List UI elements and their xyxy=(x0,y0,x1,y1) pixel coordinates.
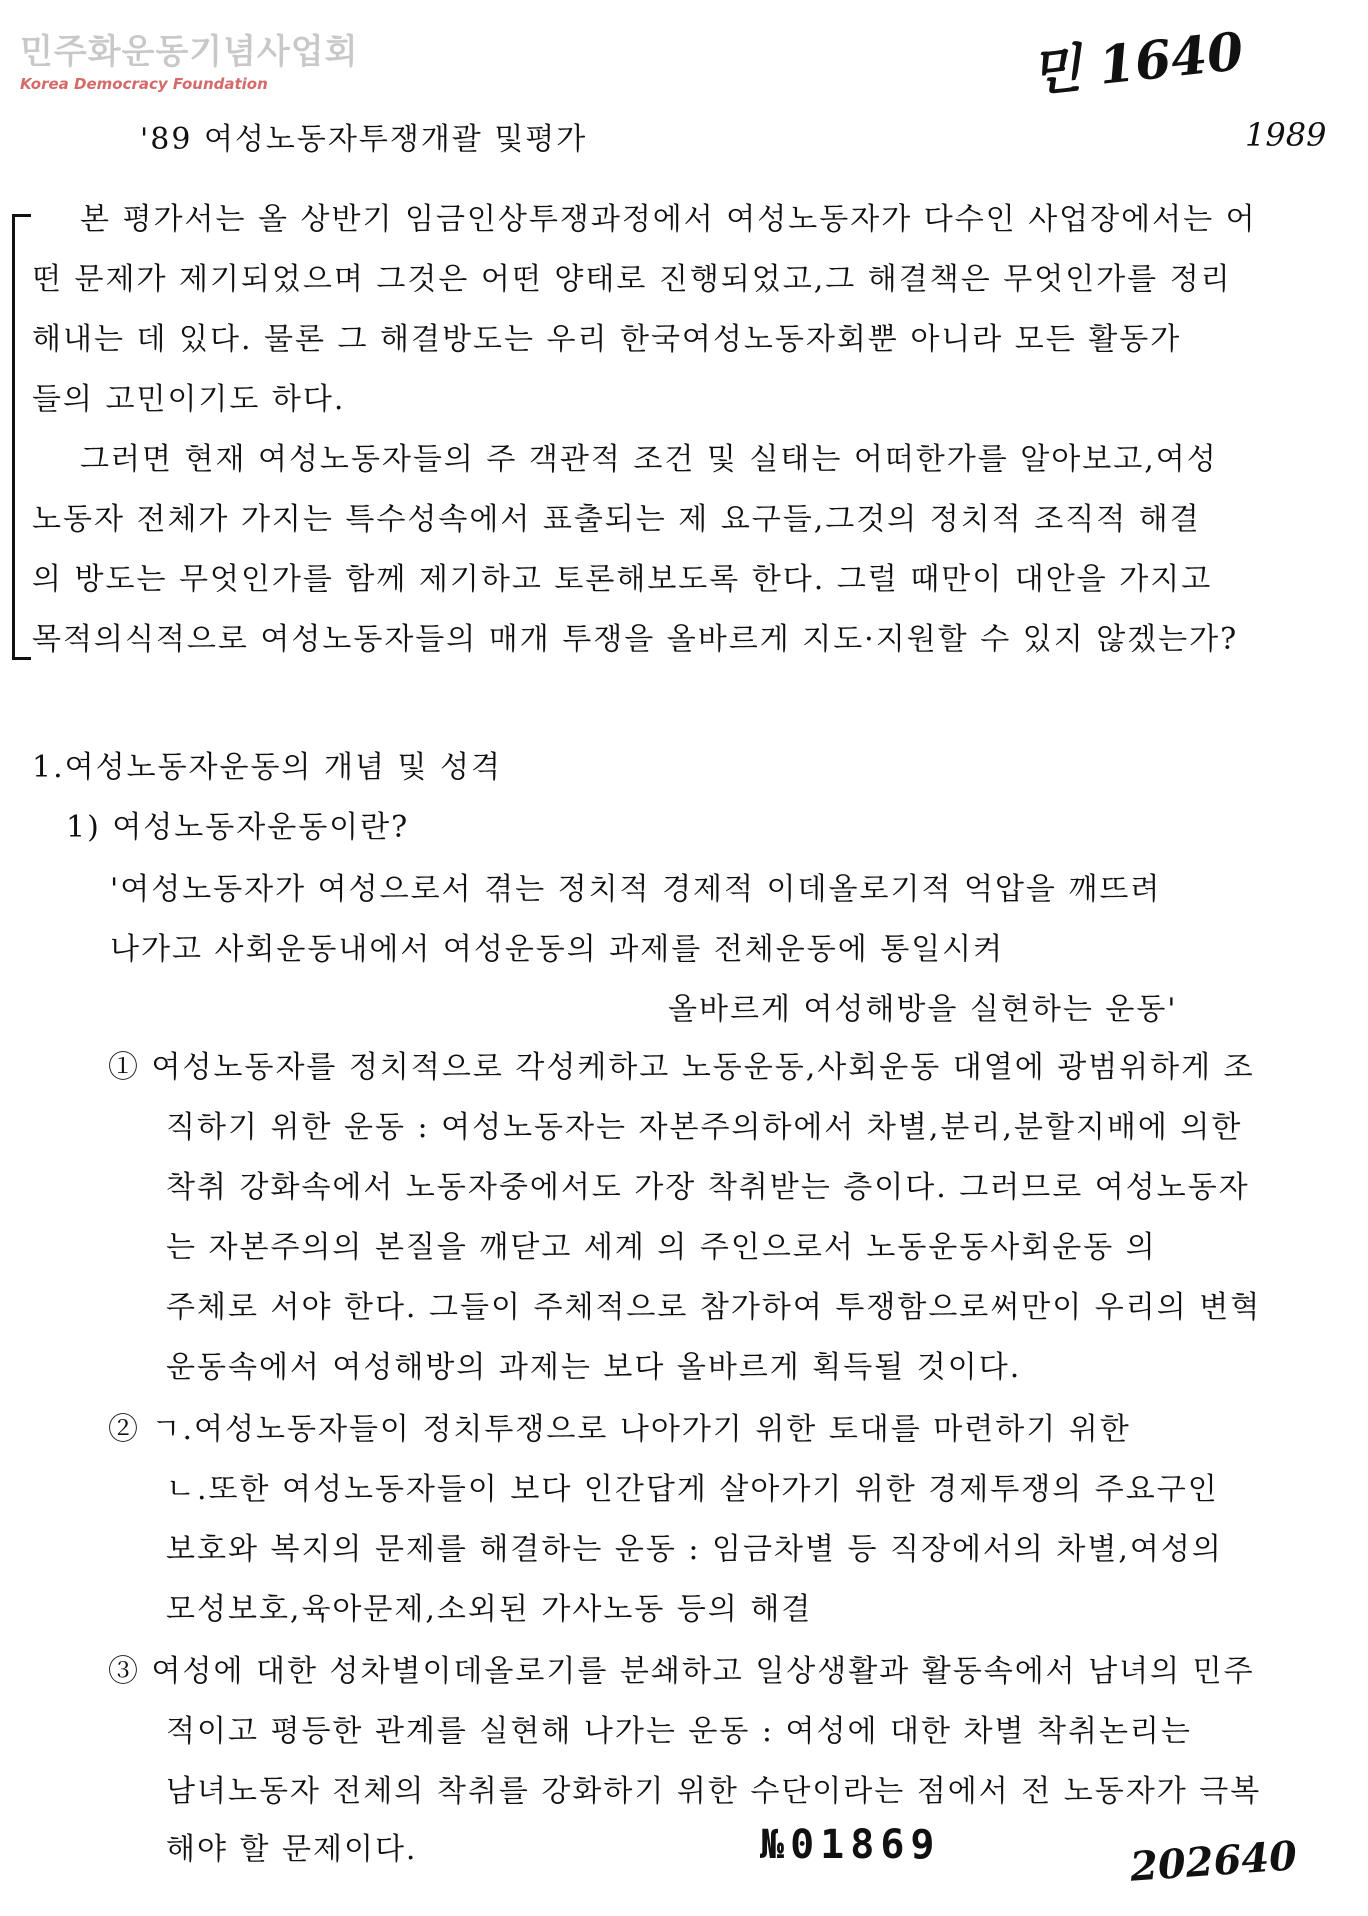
list-item: ② ㄱ.여성노동자들이 정치투쟁으로 나아가기 위한 토대를 마련하기 위한 xyxy=(108,1412,1131,1447)
text-line: '여성노동자가 여성으로서 겪는 정치적 경제적 이데올로기적 억압을 깨뜨려 xyxy=(110,872,1162,907)
handwritten-doc-number: 민 1640 xyxy=(1027,21,1247,104)
list-item: ① 여성노동자를 정치적으로 각성케하고 노동운동,사회운동 대열에 광범위하게 조 xyxy=(108,1050,1255,1085)
text-line: 들의 고민이기도 하다. xyxy=(32,382,346,417)
text-line: 의 방도는 무엇인가를 함께 제기하고 토론해보도록 한다. 그럴 때만이 대안을 가지고 xyxy=(32,562,1213,597)
text-line: 착취 강화속에서 노동자중에서도 가장 착취받는 층이다. 그러므로 여성노동자 xyxy=(166,1170,1250,1205)
text-line: 적이고 평등한 관계를 실현해 나가는 운동 : 여성에 대한 차별 착취논리는 xyxy=(166,1714,1192,1749)
text-line: 주체로 서야 한다. 그들이 주체적으로 참가하여 투쟁함으로써만이 우리의 변혁 xyxy=(166,1290,1262,1325)
subsection-heading: 1) 여성노동자운동이란? xyxy=(66,810,410,845)
text-line: 나가고 사회운동내에서 여성운동의 과제를 전체운동에 통일시켜 xyxy=(110,932,1005,967)
text-line: 떤 문제가 제기되었으며 그것은 어떤 양태로 진행되었고,그 해결책은 무엇인가를 정리 xyxy=(32,262,1232,297)
margin-bracket xyxy=(12,214,31,660)
handwritten-year: 1989 xyxy=(1245,116,1327,154)
watermark-korean: 민주화운동기념사업회 xyxy=(20,32,359,72)
text-line: 직하기 위한 운동 : 여성노동자는 자본주의하에서 차별,분리,분할지배에 의한 xyxy=(166,1110,1243,1145)
text-line: 보호와 복지의 문제를 해결하는 운동 : 임금차별 등 직장에서의 차별,여성의 xyxy=(166,1532,1223,1567)
document-title: '89 여성노동자투쟁개괄 및평가 xyxy=(140,122,588,157)
text-line: 모성보호,육아문제,소외된 가사노동 등의 해결 xyxy=(166,1592,813,1627)
text-line: 운동속에서 여성해방의 과제는 보다 올바르게 획득될 것이다. xyxy=(166,1350,1022,1385)
text-line: 본 평가서는 올 상반기 임금인상투쟁과정에서 여성노동자가 다수인 사업장에서는 어 xyxy=(80,202,1257,237)
text-line: 노동자 전체가 가지는 특수성속에서 표출되는 제 요구들,그것의 정치적 조직적 해결 xyxy=(32,502,1201,537)
text-line: 해내는 데 있다. 물론 그 해결방도는 우리 한국여성노동자회뿐 아니라 모든 활동가 xyxy=(32,322,1182,357)
text-line: 는 자본주의의 본질을 깨닫고 세계 의 주인으로서 노동운동사회운동 의 xyxy=(166,1230,1157,1265)
watermark xyxy=(20,24,358,93)
text-line: 올바르게 여성해방을 실현하는 운동' xyxy=(668,992,1178,1027)
text-line: 남녀노동자 전체의 착취를 강화하기 위한 수단이라는 점에서 전 노동자가 극복 xyxy=(166,1774,1262,1809)
watermark-english: Korea Democracy Foundation xyxy=(20,75,268,93)
text-line: 목적의식적으로 여성노동자들의 매개 투쟁을 올바르게 지도·지원할 수 있지 않겠는가? xyxy=(32,622,1239,657)
text-line: ㄴ.또한 여성노동자들이 보다 인간답게 살아가기 위한 경제투쟁의 주요구인 xyxy=(166,1472,1219,1507)
list-item: ③ 여성에 대한 성차별이데올로기를 분쇄하고 일상생활과 활동속에서 남녀의 민주 xyxy=(108,1654,1255,1689)
handwritten-bottom-number: 202640 xyxy=(1128,1832,1299,1891)
text-line: 해야 할 문제이다. xyxy=(166,1832,418,1867)
section-heading: 1.여성노동자운동의 개념 및 성격 xyxy=(32,750,502,785)
archive-stamp: №01869 xyxy=(760,1822,941,1868)
text-line: 그러면 현재 여성노동자들의 주 객관적 조건 및 실태는 어떠한가를 알아보고,여성 xyxy=(80,442,1218,477)
